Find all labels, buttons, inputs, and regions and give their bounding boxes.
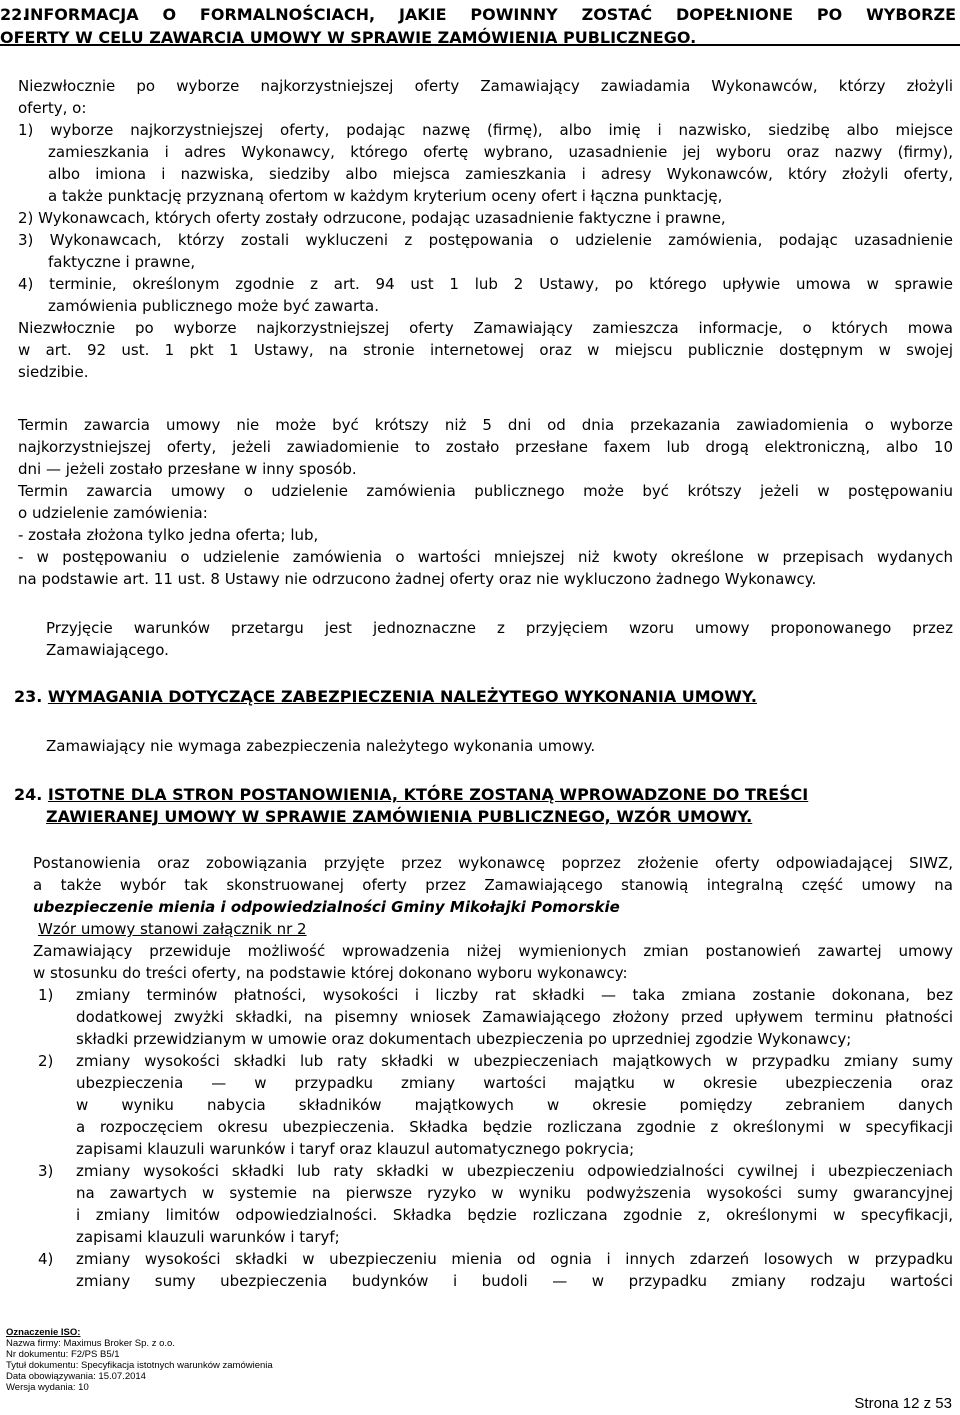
bold-italic-subject: ubezpieczenie mienia i odpowiedzialności Gminy Mikołajki Pomorskie (33, 898, 620, 916)
section-24-title-line2: ZAWIERANEJ UMOWY W SPRAWIE ZAMÓWIENIA PUBLICZNEGO, WZÓR UMOWY. (46, 807, 753, 826)
section-24-body (33, 852, 953, 984)
section-22-paragraph-3 (46, 617, 953, 661)
list-item (38, 984, 953, 1050)
section-22-number: 22. (0, 5, 29, 24)
text-line: zmiany wysokości składki lub raty składki w ubezpieczeniach majątkowych w przypadku zmiany sumy (76, 1052, 953, 1070)
section-24-title-line1: ISTOTNE DLA STRON POSTANOWIENIA, KTÓRE ZOSTANĄ WPROWADZONE DO TREŚCI (47, 785, 809, 804)
section-22-paragraph-2 (18, 414, 953, 590)
text-line: Termin zawarcia umowy o udzielenie zamówienia publicznego może być krótszy jeżeli w postępowaniu (18, 482, 953, 500)
list-item-number: 1) (38, 986, 54, 1004)
section-23-heading (14, 686, 757, 708)
iso-footer (6, 1327, 273, 1393)
list-item (38, 1248, 953, 1292)
text-line: siedzibie. (18, 363, 89, 381)
page-number: Strona 12 z 53 (854, 1395, 952, 1412)
iso-label: Oznaczenie ISO: (6, 1327, 81, 1338)
text-line: i zmiany limitów odpowiedzialności. Składka będzie rozliczana zgodnie z, określonymi w specyfikacji, (76, 1206, 953, 1224)
text-line: 2) Wykonawcach, których oferty zostały odrzucone, podając uzasadnienie faktyczne i prawne, (18, 209, 726, 227)
section-23-text (46, 735, 960, 757)
footer-line: Nazwa firmy: Maximus Broker Sp. z o.o. (6, 1338, 175, 1349)
text-line: w wyniku nabycia składników majątkowych w okresie pomiędzy zebraniem danych (76, 1096, 953, 1114)
text-line: zapisami klauzuli warunków i taryf; (76, 1228, 340, 1246)
text-line: w stosunku do treści oferty, na podstawie której dokonano wyboru wykonawcy: (33, 964, 628, 982)
text-line: zmiany sumy ubezpieczenia budynków i budoli — w przypadku zmiany rodzaju wartości (76, 1272, 953, 1290)
text-line: zmiany wysokości składki w ubezpieczeniu mienia od ognia i innych zdarzeń losowych w przypadku (76, 1250, 953, 1268)
text-line: o udzielenie zamówienia: (18, 504, 208, 522)
list-item-number: 2) (38, 1052, 54, 1070)
text-line: Postanowienia oraz zobowiązania przyjęte przez wykonawcę poprzez złożenie oferty odpowiadającej SIWZ, (33, 854, 953, 872)
section-22-paragraph-1 (18, 75, 953, 383)
list-item (38, 1050, 953, 1160)
section-divider (0, 44, 960, 46)
text-line: Zamawiający przewiduje możliwość wprowadzenia niżej wymienionych zmian postanowień zawartej umowy (33, 942, 953, 960)
section-22-title-line1: INFORMACJA O FORMALNOŚCIACH, JAKIE POWINNY ZOSTAĆ DOPEŁNIONE PO WYBORZE (24, 5, 956, 24)
text-line: zmiany terminów płatności, wysokości i liczby rat składki — taka zmiana zostanie dokonana, bez (76, 986, 953, 1004)
text-line: zamówienia publicznego może być zawarta. (48, 297, 379, 315)
footer-line: Wersja wydania: 10 (6, 1382, 89, 1393)
text-line: a rozpoczęciem okresu ubezpieczenia. Składka będzie rozliczana zgodnie z określonymi w specyfikacji (76, 1118, 953, 1136)
text-line: składki przewidzianym w umowie oraz dokumentach ubezpieczenia po uprzedniej zgodzie Wykonawcy; (76, 1030, 852, 1048)
text-line: - została złożona tylko jedna oferta; lub, (18, 526, 319, 544)
text-line: 1) wyborze najkorzystniejszej oferty, podając nazwę (firmę), albo imię i nazwisko, siedzibę albo miejsce (18, 121, 953, 139)
text-line (33, 918, 953, 940)
text-line: faktyczne i prawne, (48, 253, 196, 271)
text-line: Przyjęcie warunków przetargu jest jednoznaczne z przyjęciem wzoru umowy proponowanego przez (46, 619, 953, 637)
text-line: najkorzystniejszej oferty, jeżeli zawiadomienie to zostało przesłane faxem lub drogą elektroniczną, albo 10 (18, 438, 953, 456)
text-line: Zamawiającego. (46, 641, 169, 659)
text-line: zamieszkania i adres Wykonawcy, którego ofertę wybrano, uzasadnienie jej wyboru oraz nazwy (firmy), (48, 143, 953, 161)
section-22-title-line2: OFERTY W CELU ZAWARCIA UMOWY W SPRAWIE ZAMÓWIENIA PUBLICZNEGO. (0, 28, 697, 47)
list-item-number: 4) (38, 1250, 54, 1268)
text-line: zmiany wysokości składki lub raty składki w ubezpieczeniu odpowiedzialności cywilnej i ubezpieczeniach (76, 1162, 953, 1180)
change-list (38, 984, 953, 1292)
wzor-umowy-note: Wzór umowy stanowi załącznik nr 2 (38, 920, 307, 938)
text-line: Niezwłocznie po wyborze najkorzystniejszej oferty Zamawiający zamieszcza informacje, o których mowa (18, 319, 953, 337)
text-line: oferty, o: (18, 99, 87, 117)
section-24-number: 24. (14, 785, 43, 804)
text-line: albo imiona i nazwiska, siedziby albo miejsca zamieszkania i adresy Wykonawców, który złożyli oferty, (48, 165, 953, 183)
text-line: na zawartych w systemie na pierwsze ryzyko w wyniku podwyższenia wysokości sumy gwarancyjnej (76, 1184, 953, 1202)
list-item (38, 1160, 953, 1248)
text-line: - w postępowaniu o udzielenie zamówienia o wartości mniejszej niż kwoty określone w przepisach wydanych (18, 548, 953, 566)
text-line: Termin zawarcia umowy nie może być krótszy niż 5 dni od dnia przekazania zawiadomienia o wyborze (18, 416, 953, 434)
text-line: w art. 92 ust. 1 pkt 1 Ustawy, na stronie internetowej oraz w miejscu publicznie dostępnym w swojej (18, 341, 953, 359)
footer-line: Tytuł dokumentu: Specyfikacja istotnych warunków zamówienia (6, 1360, 273, 1371)
text-line: ubezpieczenia — w przypadku zmiany wartości majątku w okresie ubezpieczenia oraz (76, 1074, 953, 1092)
text-line: 4) terminie, określonym zgodnie z art. 94 ust 1 lub 2 Ustawy, po którego upływie umowa w sprawie (18, 275, 953, 293)
text-line: a także wybór tak skonstruowanej oferty przez Zamawiającego stanowią integralną część umowy na (33, 876, 953, 894)
text-line: Niezwłocznie po wyborze najkorzystniejszej oferty Zamawiający zawiadamia Wykonawców, którzy złożyli (18, 77, 953, 95)
text-line: dodatkowej zwyżki składki, na pisemny wniosek Zamawiającego złożony przed upływem terminu płatności (76, 1008, 953, 1026)
section-23-number: 23. (14, 687, 43, 706)
footer-line: Data obowiązywania: 15.07.2014 (6, 1371, 146, 1382)
text-line: dni — jeżeli zostało przesłane w inny sposób. (18, 460, 357, 478)
section-24-heading (14, 784, 808, 828)
list-item-number: 3) (38, 1162, 54, 1180)
text-line: Zamawiający nie wymaga zabezpieczenia należytego wykonania umowy. (46, 737, 596, 755)
text-line: a także punktację przyznaną ofertom w każdym kryterium oceny ofert i łączna punktację, (48, 187, 723, 205)
text-line: na podstawie art. 11 ust. 8 Ustawy nie odrzucono żadnej oferty oraz nie wykluczono żadnego Wykonawcy. (18, 570, 817, 588)
text-line: 3) Wykonawcach, którzy zostali wykluczeni z postępowania o udzielenie zamówienia, podając uzasadnienie (18, 231, 953, 249)
footer-line: Nr dokumentu: F2/PS B5/1 (6, 1349, 120, 1360)
text-line: zapisami klauzuli warunków i taryf oraz klauzul automatycznego pokrycia; (76, 1140, 635, 1158)
section-23-title: WYMAGANIA DOTYCZĄCE ZABEZPIECZENIA NALEŻYTEGO WYKONANIA UMOWY. (47, 687, 757, 706)
